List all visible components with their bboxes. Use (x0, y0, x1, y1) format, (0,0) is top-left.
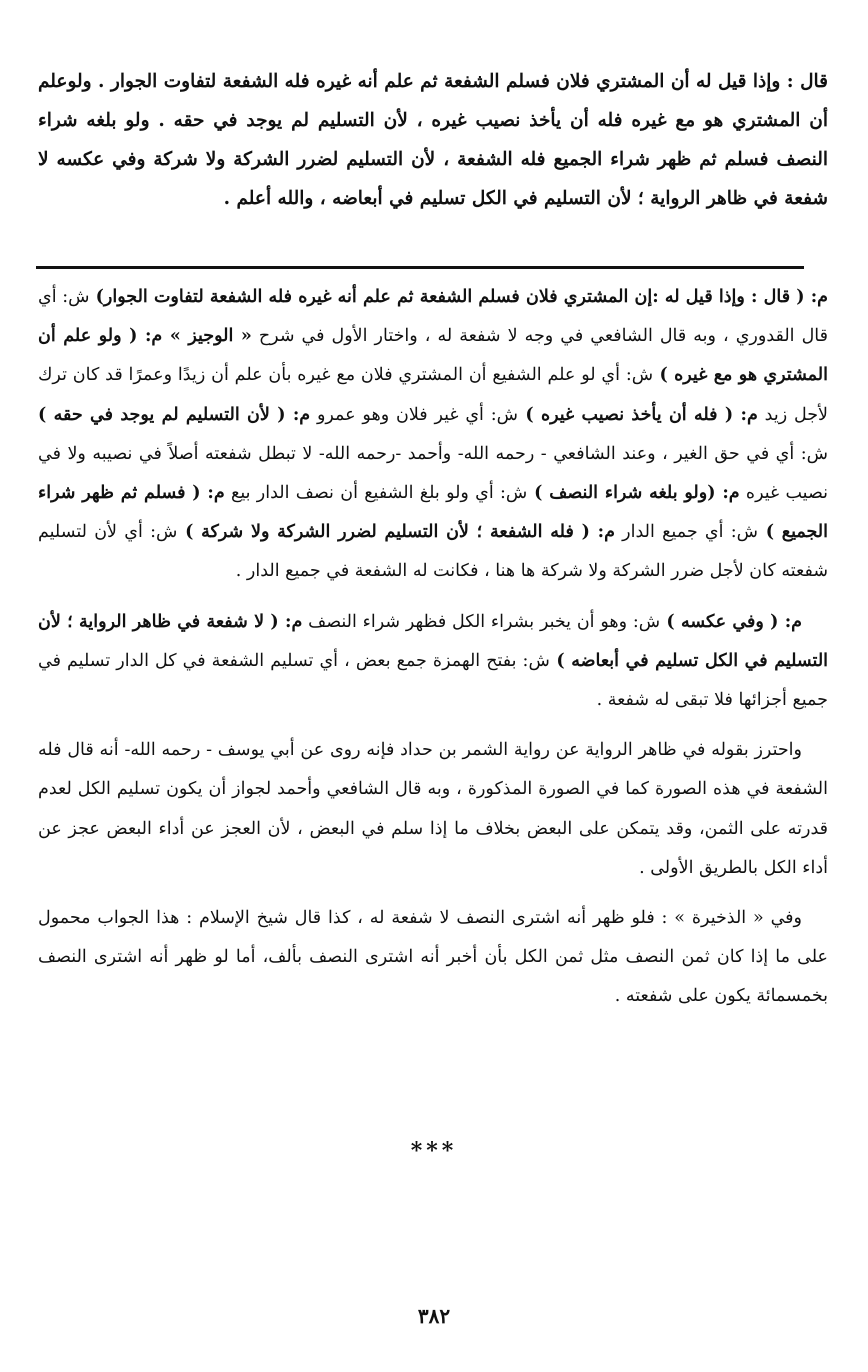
separator-line (36, 266, 804, 269)
quoted-matn-segment: م: ( فله أن يأخذ نصيب غيره ) (517, 404, 758, 425)
explanation-segment: ش: أي جميع الدار (614, 522, 758, 543)
explanation-segment: ش: بفتح الهمزة جمع بعض ، أي تسليم الشفعة في كل الدار تسليم في جميع أجزائها فلا تبقى له شفعة . (38, 650, 828, 711)
commentary-block (38, 278, 828, 1028)
main-text-paragraph: قال : وإذا قيل له أن المشتري فلان فسلم الشفعة ثم علم أنه غيره فله الشفعة لتفاوت الجوار . ولوعلم أن المشتري هو مع غيره فله أن يأخذ نصيب غيره ، لأن التسليم لم يوجد في حقه . ولو بلغه شراء النصف فسلم ثم ظهر شراء الجميع فله الشفعة ، لأن التسليم لضرر الشركة ولا شركة وفي عكسه لا شفعة في ظاهر الرواية ؛ لأن التسليم في الكل تسليم في أبعاضه ، والله أعلم . (38, 71, 828, 209)
commentary-paragraph-4: وفي « الذخيرة » : فلو ظهر أنه اشترى النصف لا شفعة له ، كذا قال شيخ الإسلام : هذا الجواب محمول على ما إذا كان ثمن النصف مثل ثمن الكل بأن أخبر أنه اشترى النصف بألف، أما لو ظهر أنه اشترى النصف بخمسمائة يكون على شفعته . (38, 908, 828, 1007)
commentary-paragraph-1 (38, 278, 828, 592)
quoted-matn-segment: م: ( وفي عكسه ) (660, 611, 803, 632)
commentary-paragraph-2 (38, 603, 828, 721)
explanation-segment: ش: أي قال القدوري ، وبه قال الشافعي في وجه لا شفعة له ، واختار الأول في شرح (38, 287, 828, 347)
quoted-matn-segment: م: (ولو بلغه شراء النصف ) (527, 483, 740, 504)
explanation-segment: ش: أي في حق الغير ، وعند الشافعي - رحمه الله- وأحمد -رحمه الله- لا تبطل شفعته أصلاً في نصيبه ولا في نصيب غيره (38, 443, 828, 504)
explanation-segment: ش: أي لأن لتسليم شفعته كان لأجل ضرر الشركة ولا شركة ها هنا ، فكانت له الشفعة في جميع الدار . (38, 522, 828, 582)
explanation-segment: ش: وهو أن يخبر بشراء الكل فظهر شراء النصف (302, 611, 661, 632)
explanation-segment: ش: أي لو علم الشفيع أن المشتري فلان مع غيره بأن علم أن زيدًا وعمرًا قد كان ترك لأجل زيد (38, 365, 829, 425)
quoted-matn-segment: م: ( فسلم ثم ظهر شراء الجميع ) (38, 483, 828, 543)
page-number: ٣٨٢ (417, 1304, 451, 1328)
explanation-segment: ش: أي ولو بلغ الشفيع أن نصف الدار بيع (224, 483, 528, 504)
commentary-paragraph-3: واحترز بقوله في ظاهر الرواية عن رواية الشمر بن حداد فإنه روى عن أبي يوسف - رحمه الله- أنه قال فله الشفعة في هذه الصورة كما في الصورة المذكورة ، وبه قال الشافعي وأحمد لجواز أن يكون تسليم الكل لعدم قدرته على الثمن، وقد يتمكن على البعض بخلاف ما إذا سلم في البعض ، لأن العجز عن أداء البعض عجز عن أداء الكل بالطريق الأولى . (38, 740, 828, 878)
quoted-matn-segment: م: ( لأن التسليم لم يوجد في حقه ) (38, 404, 311, 425)
section-end-ornament: *** (410, 1138, 458, 1164)
quoted-matn-segment: « الوجيز » م: ( ولو علم أن المشتري هو مع غيره ) (38, 326, 828, 386)
explanation-segment: ش: أي غير فلان وهو عمرو (310, 404, 518, 425)
quoted-matn-segment: م: ( لا شفعة في ظاهر الرواية ؛ لأن التسليم في الكل تسليم في أبعاضه ) (38, 611, 829, 671)
quoted-matn-segment: م: ( فله الشفعة ؛ لأن التسليم لضرر الشركة ولا شركة ) (177, 522, 615, 543)
quoted-matn-segment: م: ( قال : وإذا قيل له :إن المشتري فلان فسلم الشفعة ثم علم أنه غيره فله الشفعة لتفاوت الجوار) (89, 287, 828, 307)
main-text-block (38, 62, 828, 218)
